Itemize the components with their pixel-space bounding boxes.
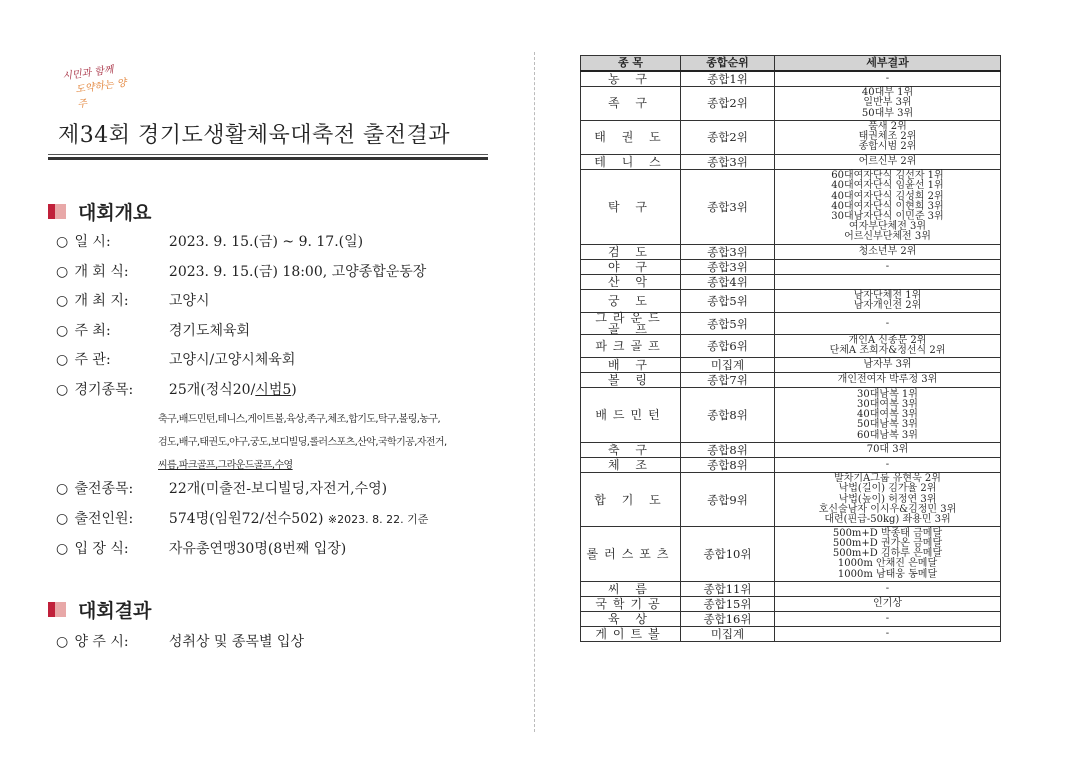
results-value: 성취상 및 종목별 입상	[168, 634, 304, 650]
detail-line: 500m+D 박종태 금메달	[832, 527, 943, 539]
detail-line: 50대부 3위	[861, 107, 914, 119]
overview-key: 일 시:	[74, 234, 111, 250]
detail-line: -	[885, 582, 890, 594]
detail-line: 1000m 남태웅 동메달	[837, 568, 938, 580]
overview-value: 자유총연맹30명(8번째 입장)	[168, 541, 347, 557]
detail-line: 종합시범 2위	[858, 141, 917, 153]
sport-cell: 체 조	[581, 457, 681, 472]
detail-line: -	[885, 612, 890, 624]
details-cell	[775, 169, 1001, 244]
table-row	[581, 274, 1001, 289]
overview-key: 주 최:	[74, 323, 111, 339]
table-row	[581, 527, 1001, 582]
detail-line: 태권체조 2위	[858, 131, 917, 143]
detail-line: 개인전여자 박루정 3위	[837, 374, 938, 386]
city-logo	[58, 64, 130, 111]
sport-cell: 농 구	[581, 71, 681, 87]
table-row	[581, 334, 1001, 358]
details-cell	[775, 244, 1001, 259]
sport-cell: 그라운드 골 프	[581, 313, 681, 334]
overview-key: 개 회 식:	[74, 264, 129, 280]
detail-line: 70대 3위	[866, 443, 909, 455]
detail-line: 발차기A그룹 유현욱 2위	[834, 473, 941, 485]
overview-value: 고양시/고양시체육회	[168, 352, 296, 368]
detail-line: 30대남복 1위	[857, 388, 918, 400]
detail-line: 40대여자단식 임윤선 1위	[831, 180, 944, 192]
section-heading-results	[48, 596, 151, 623]
details-cell	[775, 581, 1001, 596]
rank-cell: 종합6위	[681, 334, 775, 358]
events-line: 축구,배드민턴,테니스,게이트볼,육상,족구,체조,합기도,탁구,볼링,농구,	[158, 414, 441, 425]
page-divider	[534, 52, 535, 732]
overview-item	[56, 478, 387, 498]
overview-value-c: )	[291, 382, 297, 398]
details-cell	[775, 289, 1001, 313]
header-details: 세부결과	[775, 56, 1001, 72]
rank-cell: 종합3위	[681, 244, 775, 259]
sport-cell: 볼 링	[581, 373, 681, 388]
sport-cell: 씨 름	[581, 581, 681, 596]
bullet-circle-icon: ○	[56, 634, 69, 650]
sport-cell: 산 악	[581, 274, 681, 289]
sport-cell: 롤러스포츠	[581, 527, 681, 582]
sport-cell: 축 구	[581, 442, 681, 457]
overview-value: 2023. 9. 15.(금) 18:00, 고양종합운동장	[168, 264, 427, 280]
rank-cell: 종합2위	[681, 120, 775, 154]
bullet-circle-icon: ○	[56, 541, 69, 557]
details-cell	[775, 611, 1001, 626]
bullet-circle-icon: ○	[56, 234, 69, 250]
section-marker-icon	[48, 602, 66, 617]
rank-cell: 종합16위	[681, 611, 775, 626]
header-rank: 종합순위	[681, 56, 775, 72]
table-row	[581, 442, 1001, 457]
header-sport: 종 목	[581, 56, 681, 72]
page-title: 제34회 경기도생활체육대축전 출전결과	[58, 123, 451, 148]
overview-item	[56, 538, 346, 558]
detail-line: 40대여복 3위	[857, 409, 918, 421]
table-row	[581, 289, 1001, 313]
detail-line: 남자개인전 2위	[853, 300, 922, 312]
table-row	[581, 71, 1001, 87]
table-row	[581, 388, 1001, 443]
rank-cell: 미집계	[681, 626, 775, 641]
title-rule	[48, 154, 488, 160]
section-heading-text: 대회결과	[78, 600, 152, 622]
rank-cell: 종합9위	[681, 472, 775, 527]
detail-line: 500m+D 권가온 금메달	[832, 537, 943, 549]
bullet-circle-icon: ○	[56, 352, 69, 368]
table-row	[581, 87, 1001, 121]
details-cell	[775, 373, 1001, 388]
details-cell	[775, 358, 1001, 373]
bullet-circle-icon: ○	[56, 293, 69, 309]
details-cell	[775, 274, 1001, 289]
detail-line: 낙법(길이) 김가율 2위	[838, 483, 937, 495]
table-header-row	[581, 56, 1001, 72]
rank-cell: 종합8위	[681, 457, 775, 472]
bullet-circle-icon: ○	[56, 264, 69, 280]
overview-item	[56, 349, 295, 369]
rank-cell: 종합3위	[681, 259, 775, 274]
rank-cell: 종합10위	[681, 527, 775, 582]
details-cell	[775, 334, 1001, 358]
section-heading-text: 대회개요	[78, 202, 152, 224]
details-cell	[775, 388, 1001, 443]
table-row	[581, 120, 1001, 154]
sport-cell: 배드민턴	[581, 388, 681, 443]
details-cell	[775, 259, 1001, 274]
rank-cell: 종합5위	[681, 313, 775, 334]
detail-line: 호신술남자 이시우&김정민 3위	[818, 503, 957, 515]
overview-value: 2023. 9. 15.(금) ~ 9. 17.(일)	[168, 234, 364, 250]
detail-line: 개인A 신종문 2위	[848, 334, 927, 346]
bullet-circle-icon: ○	[56, 481, 69, 497]
overview-item	[56, 508, 428, 528]
table-row	[581, 313, 1001, 334]
table-row	[581, 472, 1001, 527]
detail-line: 인기상	[873, 597, 902, 609]
table-row	[581, 626, 1001, 641]
table-row	[581, 259, 1001, 274]
rank-cell: 종합4위	[681, 274, 775, 289]
rank-cell: 종합2위	[681, 87, 775, 121]
bullet-circle-icon: ○	[56, 382, 69, 398]
overview-value-b: 시범5	[255, 382, 292, 398]
detail-line: 남자부 3위	[863, 359, 912, 371]
rank-cell: 종합11위	[681, 581, 775, 596]
overview-item	[56, 320, 250, 340]
detail-line: 낙법(높이) 허정연 3위	[838, 493, 937, 505]
overview-item	[56, 231, 363, 251]
table-row	[581, 154, 1001, 169]
table-row	[581, 358, 1001, 373]
sport-cell: 육 상	[581, 611, 681, 626]
detail-line: -	[885, 260, 890, 272]
detail-line: 어르신부 2위	[858, 155, 917, 167]
rank-cell: 종합8위	[681, 388, 775, 443]
rank-cell: 종합7위	[681, 373, 775, 388]
rank-cell: 종합5위	[681, 289, 775, 313]
sport-cell: 게이트볼	[581, 626, 681, 641]
detail-line: -	[885, 458, 890, 470]
sport-cell: 합 기 도	[581, 472, 681, 527]
detail-line: 청소년부 2위	[858, 245, 917, 257]
detail-line: 일반부 3위	[863, 97, 912, 109]
sport-cell: 국학기공	[581, 596, 681, 611]
details-cell	[775, 457, 1001, 472]
results-key: 양 주 시:	[74, 634, 129, 650]
bullet-circle-icon: ○	[56, 323, 69, 339]
detail-line: 40대여자단식 이현희 3위	[831, 200, 944, 212]
details-cell	[775, 442, 1001, 457]
overview-item	[56, 290, 209, 310]
sport-cell: 족 구	[581, 87, 681, 121]
overview-item	[56, 379, 297, 399]
overview-value-a: 25개(정식20/	[168, 382, 256, 398]
detail-line: -	[885, 72, 890, 84]
details-cell	[775, 87, 1001, 121]
table-row	[581, 169, 1001, 244]
detail-line: 40대부 1위	[861, 87, 914, 99]
details-cell	[775, 626, 1001, 641]
overview-note: ※2023. 8. 22. 기준	[327, 513, 429, 526]
detail-line: 남자단체전 1위	[853, 289, 922, 301]
details-cell	[775, 527, 1001, 582]
sport-cell: 파크골프	[581, 334, 681, 358]
overview-item	[56, 261, 426, 281]
sport-cell: 태 권 도	[581, 120, 681, 154]
logo-line2: 도약하는 양주	[74, 77, 128, 111]
sport-cell: 배 구	[581, 358, 681, 373]
sport-cell: 테 니 스	[581, 154, 681, 169]
events-line: 씨름,파크골프,그라운드골프,수영	[158, 460, 293, 471]
detail-line: 대련(핀급-50kg) 좌용민 3위	[824, 514, 951, 526]
rank-cell: 종합8위	[681, 442, 775, 457]
overview-value: 경기도체육회	[168, 323, 251, 339]
sport-cell: 검 도	[581, 244, 681, 259]
sport-cell: 야 구	[581, 259, 681, 274]
overview-key: 경기종목:	[74, 382, 134, 398]
overview-key: 개 최 지:	[74, 293, 129, 309]
detail-line: 30대남자단식 이민준 3위	[831, 210, 944, 222]
rank-cell: 미집계	[681, 358, 775, 373]
detail-line: 어르신부단체전 3위	[844, 231, 931, 243]
overview-key: 출전인원:	[74, 511, 134, 527]
detail-line: -	[885, 627, 890, 639]
details-cell	[775, 71, 1001, 87]
rank-cell: 종합3위	[681, 154, 775, 169]
details-cell	[775, 313, 1001, 334]
overview-value: 고양시	[168, 293, 210, 309]
overview-value: 22개(미출전-보디빌딩,자전거,수영)	[168, 481, 388, 497]
rank-cell: 종합15위	[681, 596, 775, 611]
details-cell	[775, 154, 1001, 169]
sport-cell: 탁 구	[581, 169, 681, 244]
detail-line: 품새 2위	[868, 121, 907, 133]
events-line: 검도,배구,태권도,야구,궁도,보디빌딩,롤러스포츠,산악,국학기공,자전거,	[158, 437, 447, 448]
bullet-circle-icon: ○	[56, 511, 69, 527]
table-row	[581, 373, 1001, 388]
details-cell	[775, 472, 1001, 527]
detail-line: 40대여자단식 김성희 2위	[831, 190, 944, 202]
detail-line: 500m+D 김하루 은메달	[832, 548, 943, 560]
sport-cell: 궁 도	[581, 289, 681, 313]
table-row	[581, 244, 1001, 259]
table-row	[581, 581, 1001, 596]
section-marker-icon	[48, 204, 66, 219]
detail-line: 여자부단체전 3위	[848, 221, 927, 233]
detail-line: 60대여자단식 김선자 1위	[831, 170, 944, 182]
detail-line: 50대남복 3위	[857, 419, 918, 431]
detail-line: 60대남복 3위	[857, 429, 918, 441]
table-row	[581, 457, 1001, 472]
rank-cell: 종합1위	[681, 71, 775, 87]
table-row	[581, 596, 1001, 611]
details-cell	[775, 120, 1001, 154]
table-row	[581, 611, 1001, 626]
detail-line: -	[885, 317, 890, 329]
results-item	[56, 631, 304, 651]
section-heading-overview	[48, 198, 151, 225]
results-table	[580, 55, 1001, 642]
detail-line: 30대여복 3위	[857, 398, 918, 410]
overview-key: 입 장 식:	[74, 541, 129, 557]
overview-key: 출전종목:	[74, 481, 134, 497]
rank-cell: 종합3위	[681, 169, 775, 244]
detail-line: 단체A 조희자&정선식 2위	[829, 345, 946, 357]
logo-line1: 시민과 함께	[61, 64, 115, 83]
overview-key: 주 관:	[74, 352, 111, 368]
detail-line: 1000m 안채진 은메달	[837, 558, 938, 570]
details-cell	[775, 596, 1001, 611]
overview-value: 574명(임원72/선수502)	[168, 511, 324, 527]
